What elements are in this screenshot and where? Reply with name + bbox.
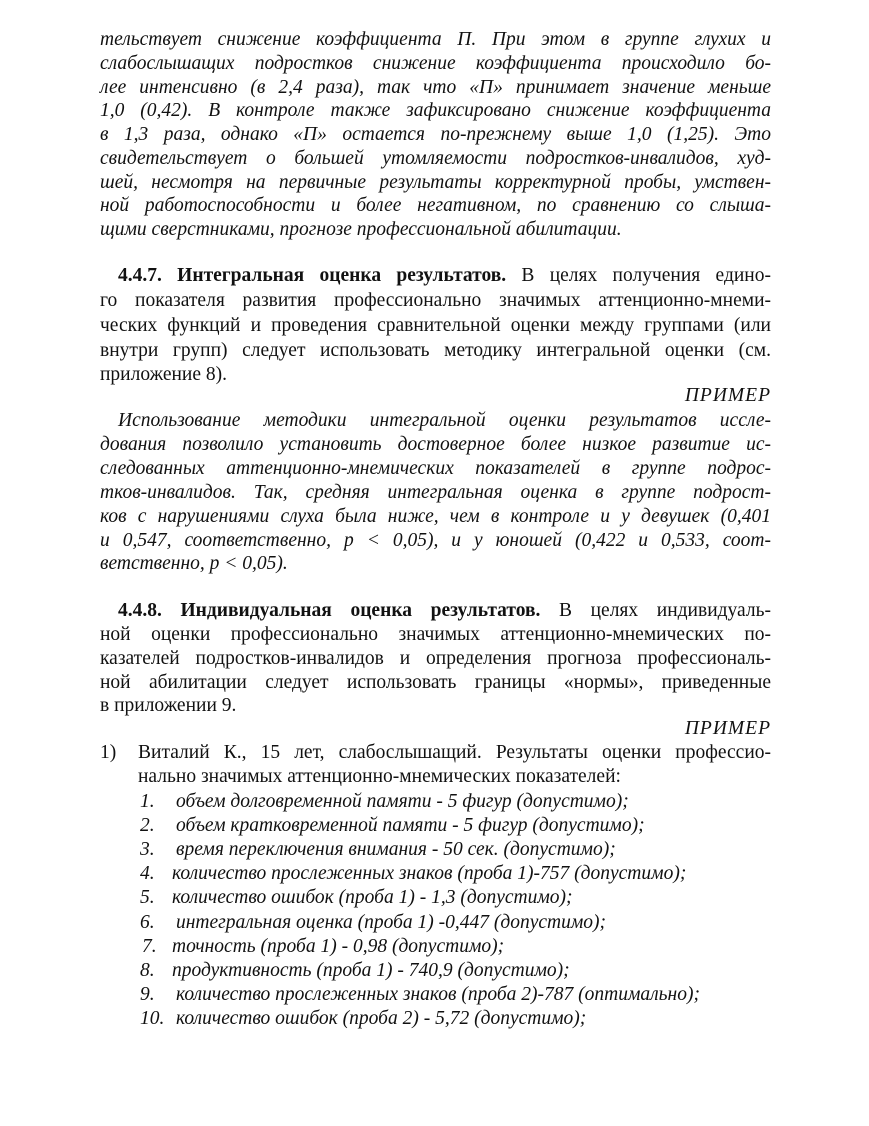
list-item-text: точность (проба 1) - 0,98 (допустимо); — [172, 936, 505, 957]
text-line: Использование методики интегральной оценки результатов иссле- — [118, 410, 771, 431]
text-line: щими сверстниками, прогнозе профессиональной абилитации. — [100, 219, 622, 240]
example-label: ПРИМЕР — [684, 718, 771, 739]
text-line: 1,0 (0,42). В контроле также зафиксировано снижение коэффициента — [100, 100, 771, 121]
section-heading: 4.4.7. Интегральная оценка результатов. — [118, 265, 507, 286]
section-text: В целях индивидуаль- — [540, 600, 771, 621]
list-item-text: количество ошибок (проба 1) - 1,3 (допустимо); — [172, 887, 573, 908]
text-line: тельствует снижение коэффициента П. При этом в группе глухих и — [100, 29, 771, 50]
text-line: го показателя развития профессионально значимых аттенционно-мнеми- — [100, 290, 771, 311]
list-item-text: интегральная оценка (проба 1) -0,447 (допустимо); — [176, 912, 607, 933]
text-line: приложение 8). — [100, 364, 228, 385]
list-item-number: 9. — [140, 984, 155, 1005]
text-line: ков с нарушениями слуха была ниже, чем в контроле и у девушек (0,401 — [100, 506, 771, 527]
list-item-text: количество прослеженных знаков (проба 2)-787 (оптимально); — [176, 984, 700, 1005]
text-line: и 0,547, соответственно, p < 0,05), и у юношей (0,422 и 0,533, соот- — [100, 530, 771, 551]
list-item-text: количество прослеженных знаков (проба 1)-757 (допустимо); — [172, 863, 687, 884]
text-line: в приложении 9. — [100, 695, 237, 716]
section-first-line — [118, 599, 771, 623]
text-line: свидетельствует о большей утомляемости подростков-инвалидов, худ- — [100, 148, 771, 169]
list-item-number: 2. — [140, 815, 155, 836]
text-line: ной оценки профессионально значимых аттенционно-мнемических по- — [100, 624, 771, 645]
text-line: дования позволило установить достоверное более низкое развитие ис- — [100, 434, 771, 455]
section-first-line — [118, 264, 771, 288]
example-label: ПРИМЕР — [684, 385, 771, 406]
list-item-number: 3. — [140, 839, 155, 860]
text-line: тков-инвалидов. Так, средняя интегральная оценка в группе подрост- — [100, 482, 771, 503]
text-line: в 1,3 раза, однако «П» остается по-прежнему выше 1,0 (1,25). Это — [100, 124, 771, 145]
section-text: В целях получения едино- — [506, 265, 771, 286]
case-text-line: нально значимых аттенционно-мнемических показателей: — [138, 766, 621, 787]
section-heading: 4.4.8. Индивидуальная оценка результатов. — [118, 600, 541, 621]
text-line: лее интенсивно (в 2,4 раза), так что «П» принимает значение меньше — [100, 77, 771, 98]
list-item-number: 10. — [140, 1008, 165, 1029]
text-line: ной работоспособности и более негативном, по сравнению со слыша- — [100, 195, 771, 216]
text-line: слабослышащих подростков снижение коэффициента происходило бо- — [100, 53, 771, 74]
text-line: следованных аттенционно-мнемических показателей в группе подрос- — [100, 458, 771, 479]
list-item-text: объем кратковременной памяти - 5 фигур (допустимо); — [176, 815, 645, 836]
text-line: казателей подростков-инвалидов и определения прогноза профессиональ- — [100, 648, 771, 669]
list-item-text: объем долговременной памяти - 5 фигур (допустимо); — [176, 791, 629, 812]
list-item-number: 6. — [140, 912, 155, 933]
case-text-line: Виталий К., 15 лет, слабослышащий. Результаты оценки профессио- — [138, 742, 771, 763]
case-number: 1) — [100, 742, 117, 763]
text-line: ческих функций и проведения сравнительной оценки между группами (или — [100, 315, 771, 336]
list-item-text: продуктивность (проба 1) - 740,9 (допустимо); — [172, 960, 570, 981]
list-item-text: количество ошибок (проба 2) - 5,72 (допустимо); — [176, 1008, 587, 1029]
text-line: внутри групп) следует использовать методику интегральной оценки (см. — [100, 340, 771, 361]
text-line: шей, несмотря на первичные результаты корректурной пробы, умствен- — [100, 172, 771, 193]
list-item-number: 7. — [142, 936, 157, 957]
list-item-number: 8. — [140, 960, 155, 981]
list-item-text: время переключения внимания - 50 сек. (допустимо); — [176, 839, 616, 860]
text-line: ной абилитации следует использовать границы «нормы», приведенные — [100, 672, 771, 693]
list-item-number: 4. — [140, 863, 155, 884]
list-item-number: 1. — [140, 791, 155, 812]
list-item-number: 5. — [140, 887, 155, 908]
text-line: ветственно, p < 0,05). — [100, 553, 288, 574]
